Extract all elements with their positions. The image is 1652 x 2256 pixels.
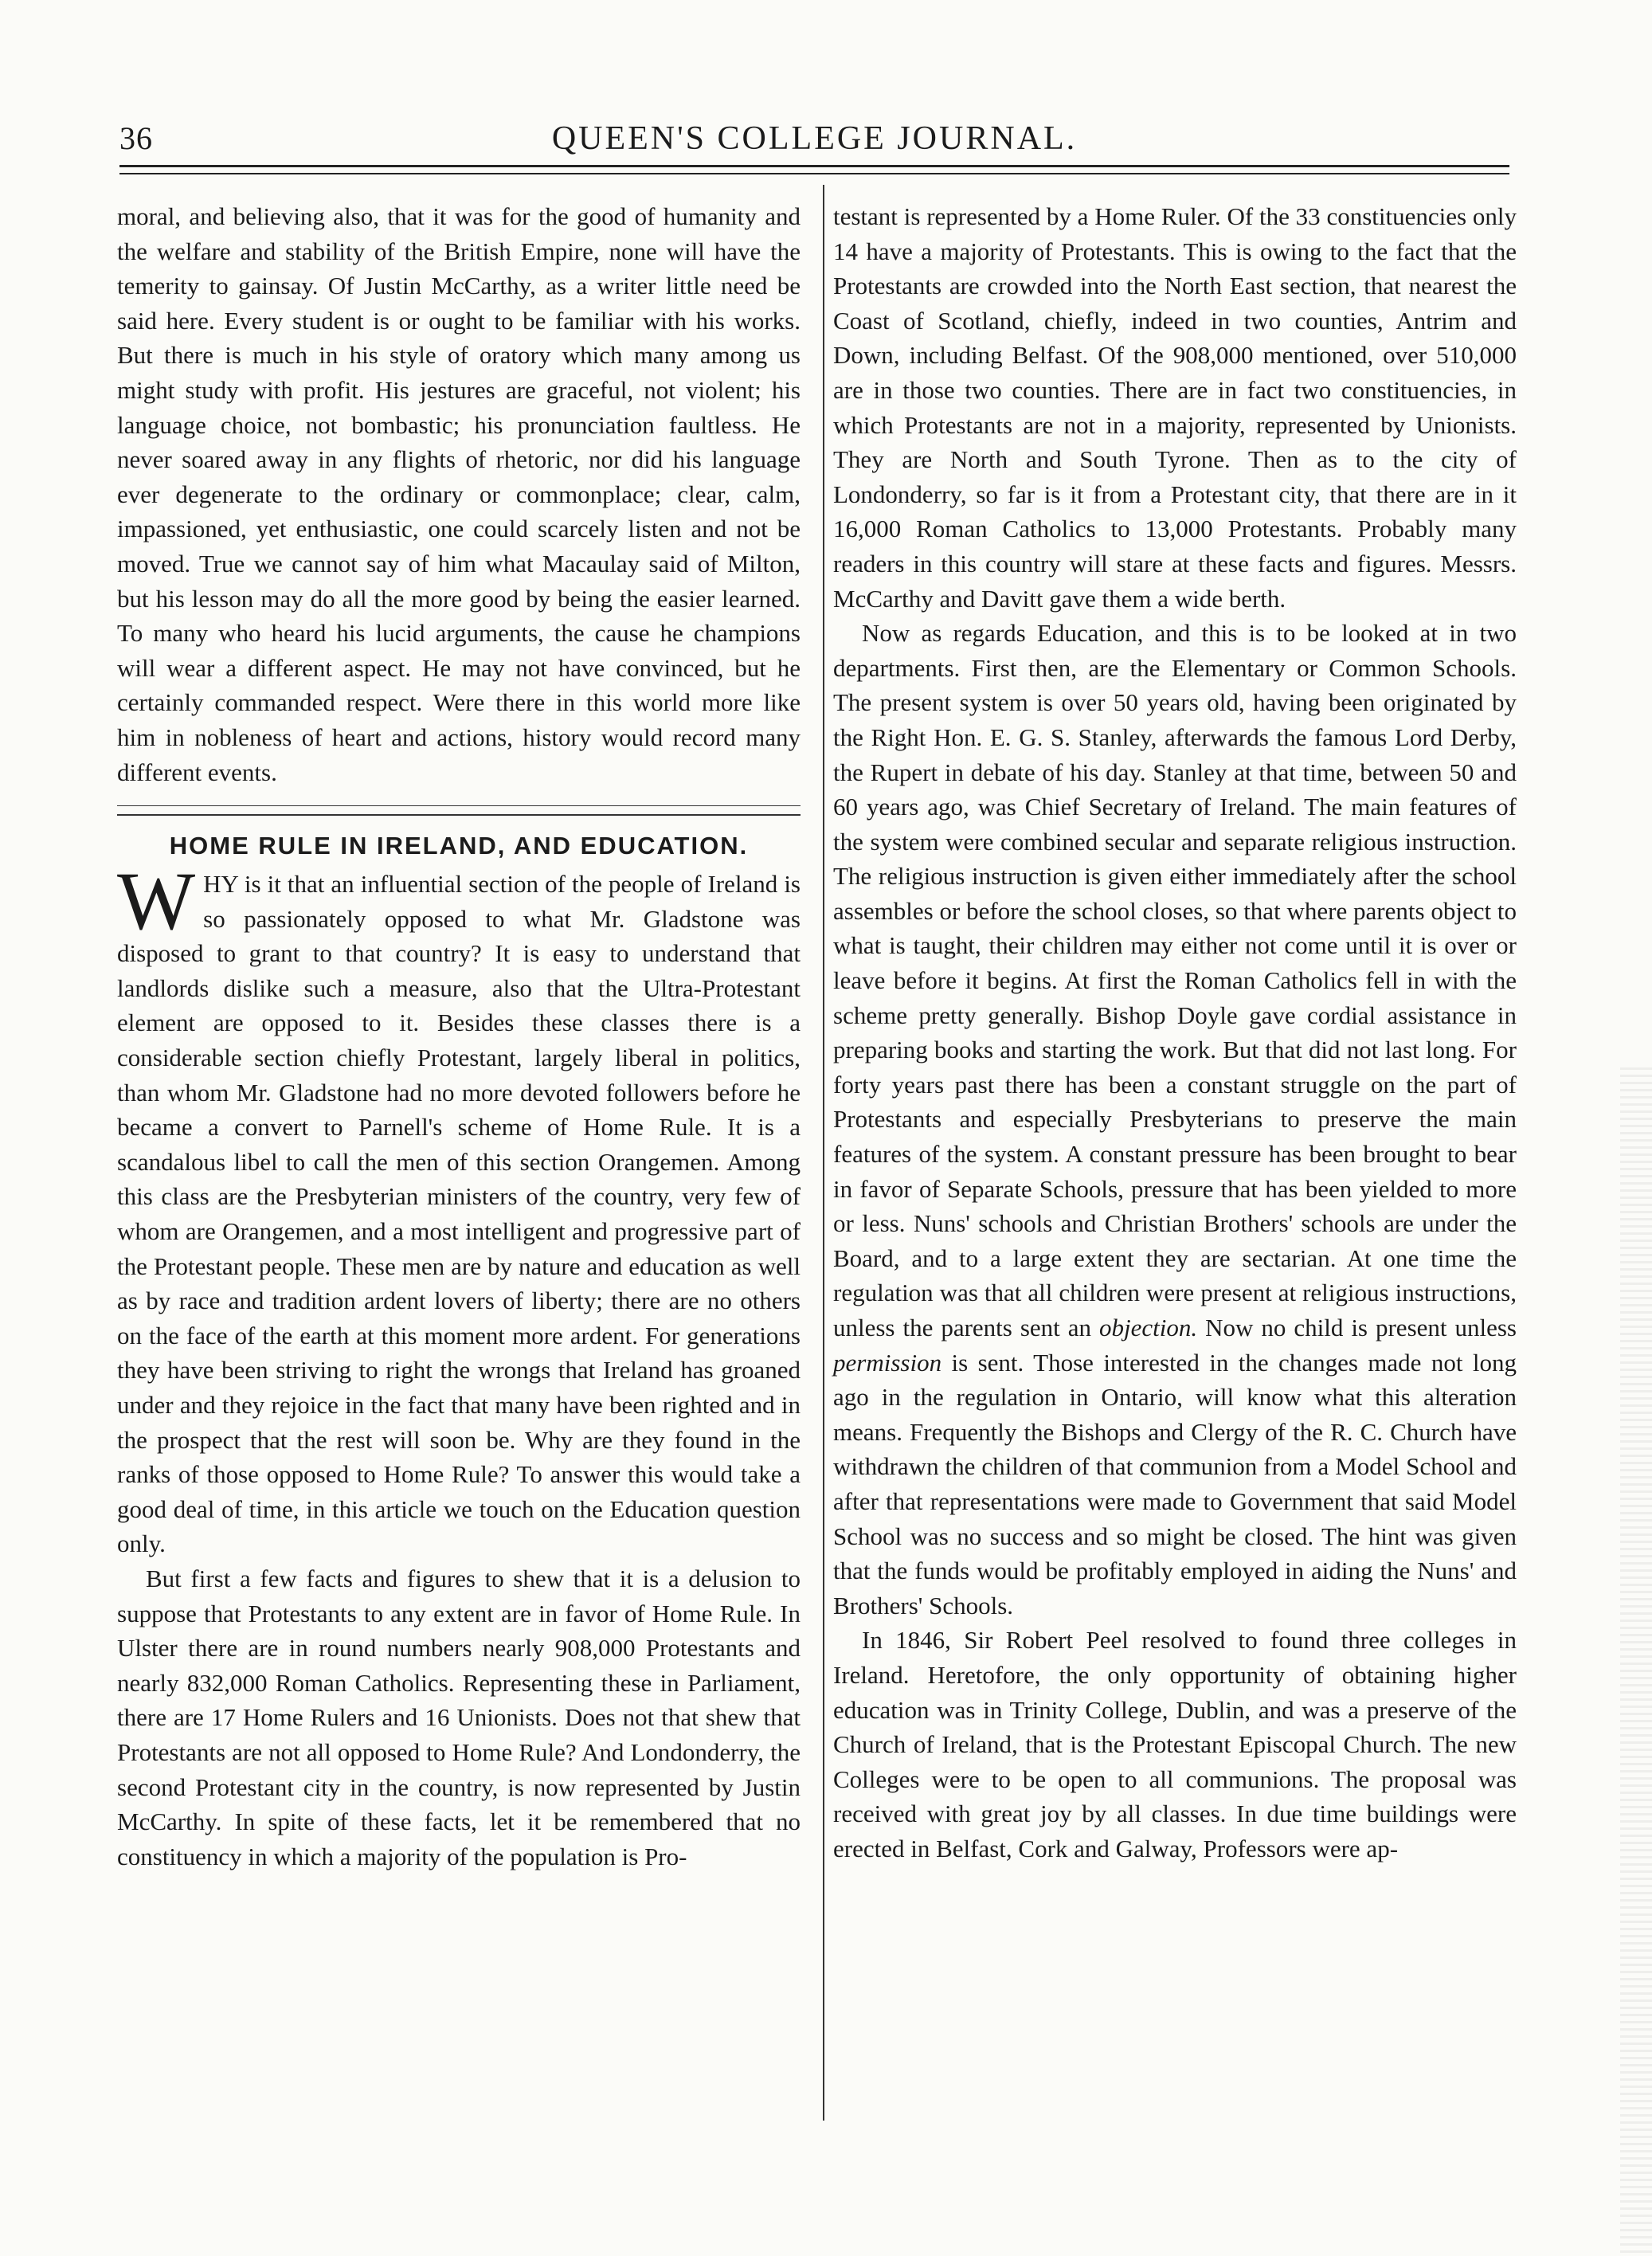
article-paragraph-2: But first a few facts and figures to shew that it is a delusion to suppose that Protestants to any extent are in favor of Home Rule. In Ulster there are in round numbers nearly 908,000 Protestants and nearly 832,000 Roman Catholics. Representing these in Parliament, there are 17 Home Rulers and 16 Unionists. Does not that shew that Protestants are not all opposed to Home Rule? And Londonderry, the second Protestant city in the country, is now represented by Justin McCarthy. In spite of these facts, let it be remembered that no constituency in which a majority of the population is Pro- (117, 1564, 801, 1870)
header-rule-top (119, 165, 1509, 167)
article-paragraph-5: In 1846, Sir Robert Peel resolved to found three colleges in Ireland. Heretofore, the only opportunity of obtaining higher education was in Trinity College, Dublin, and was a preserve of the Church of Ireland, that is the Protestant Episcopal Church. The new Colleges were to be open to all communions. The proposal was received with great joy by all classes. In due time buildings were erected in Belfast, Cork and Galway, Professors were ap- (833, 1626, 1517, 1862)
article-separator (117, 805, 801, 816)
italic-permission: permission (833, 1348, 942, 1377)
paragraph-4-end: is sent. Those interested in the changes made not long ago in the regulation in Ontario, will know what this alteration means. Frequently the Bishops and Clergy of the R. C. Church have withdrawn the children of that communion from a Model School and after that representations were made to Government that said Model School was no success and so might be closed. The hint was given that the funds would be profitably employed in aiding the Nuns' and Brothers' Schools. (833, 1348, 1517, 1620)
page-number: 36 (119, 120, 153, 156)
left-column (117, 199, 801, 1874)
article-paragraph-3: testant is represented by a Home Ruler. Of the 33 constituencies only 14 have a majority of Protestants. This is owing to the fact that the Protestants are crowded into the North East section, that nearest the Coast of Scotland, chiefly, indeed in two counties, Antrim and Down, including Belfast. Of the 908,000 mentioned, over 510,000 are in those two counties. There are in fact two constituencies, in which Protestants are not in a majority, represented by Unionists. They are North and South Tyrone. Then as to the city of Londonderry, so far is it from a Protestant city, that there are in it 16,000 Roman Catholics to 13,000 Protestants. Probably many readers in this country will stare at these facts and figures. Messrs. McCarthy and Davitt gave them a wide berth. (833, 202, 1517, 613)
header-rule-bottom (119, 173, 1509, 174)
paragraph-4-text: Now as regards Education, and this is to be looked at in two departments. First then, are the Elementary or Common Schools. The present system is over 50 years old, having been originated by the Right Hon. E. G. S. Stanley, afterwards the famous Lord Derby, the Rupert in debate of his day. Stanley at that time, between 50 and 60 years ago, was Chief Secretary of Ireland. The main features of the system were combined secular and separate religious instruction. The religious instruction is given either immediately after the school assembles or before the school closes, so that where parents object to what is taught, their children may either not come until it is over or leave before it begins. At first the Roman Catholics fell in with the scheme pretty generally. Bishop Doyle gave cordial assistance in preparing books and starting the work. But that did not last long. For forty years past there has been a constant struggle on the part of Protestants and especially Presbyterians to preserve the main features of the system. A constant pressure has been brought to bear in favor of Separate Schools, pressure that has been yielded to more or less. Nuns' schools and Christian Brothers' schools are under the Board, and to a large extent they are sectarian. At one time the regulation was that all children were present at religious instructions, unless the parents sent an (833, 619, 1517, 1341)
article-title: HOME RULE IN IRELAND, AND EDUCATION. (169, 832, 749, 860)
right-column (833, 199, 1517, 1866)
column-divider (823, 185, 824, 2121)
journal-title: QUEEN'S COLLEGE JOURNAL. (551, 120, 1078, 157)
article-paragraph-1 (117, 856, 801, 1561)
italic-objection: objection. (1099, 1314, 1198, 1341)
article-paragraph-4 (833, 616, 1517, 1623)
paragraph-4-mid: Now no child is present unless (1205, 1314, 1517, 1341)
page-edge-stain (1620, 1067, 1652, 2254)
page-header (119, 119, 1509, 159)
paragraph-1-text: HY is it that an influential section of the people of Ireland is so passionately opposed to what Mr. Gladstone was disposed to grant to that country? It is easy to understand that landlords dislike such a measure, also that the Ultra-Protestant element are opposed to it. Besides these classes there is a considerable section chiefly Protestant, largely liberal in politics, than whom Mr. Gladstone had no more devoted followers before he became a convert to Parnell's scheme of Home Rule. It is a scandalous libel to call the men of this section Orangemen. Among this class are the Presbyterian ministers of the country, very few of whom are Orangemen, and a most intelligent and progressive part of the Protestant people. These men are by nature and education as well as by race and tradition ardent lovers of liberty; there are no others on the face of the earth at this moment more ardent. For generations they have been striving to right the wrongs that Ireland has groaned under and they rejoice in the fact that many have been righted and in the prospect that the rest will soon be. Why are they found in the ranks of those opposed to Home Rule? To answer this would take a good deal of time, in this article we touch on the Education question only. (117, 870, 801, 1558)
drop-cap: W (117, 856, 196, 948)
continued-paragraph: moral, and believing also, that it was for the good of humanity and the welfare and stability of the British Empire, none will have the temerity to gainsay. Of Justin McCarthy, as a writer little need be said here. Every student is or ought to be familiar with his works. But there is much in his style of oratory which many among us might study with profit. His jestures are graceful, not violent; his language choice, not bombastic; his pronunciation faultless. He never soared away in any flights of rhetoric, nor did his language ever degenerate to the ordinary or commonplace; clear, calm, impassioned, yet enthusiastic, one could scarcely listen and not be moved. True we cannot say of him what Macaulay said of Milton, but his lesson may do all the more good by being the easier learned. To many who heard his lucid arguments, the cause he champions will wear a different aspect. He may not have convinced, but he certainly commanded respect. Were there in this world more like him in nobleness of heart and actions, history would record many different events. (117, 202, 801, 786)
